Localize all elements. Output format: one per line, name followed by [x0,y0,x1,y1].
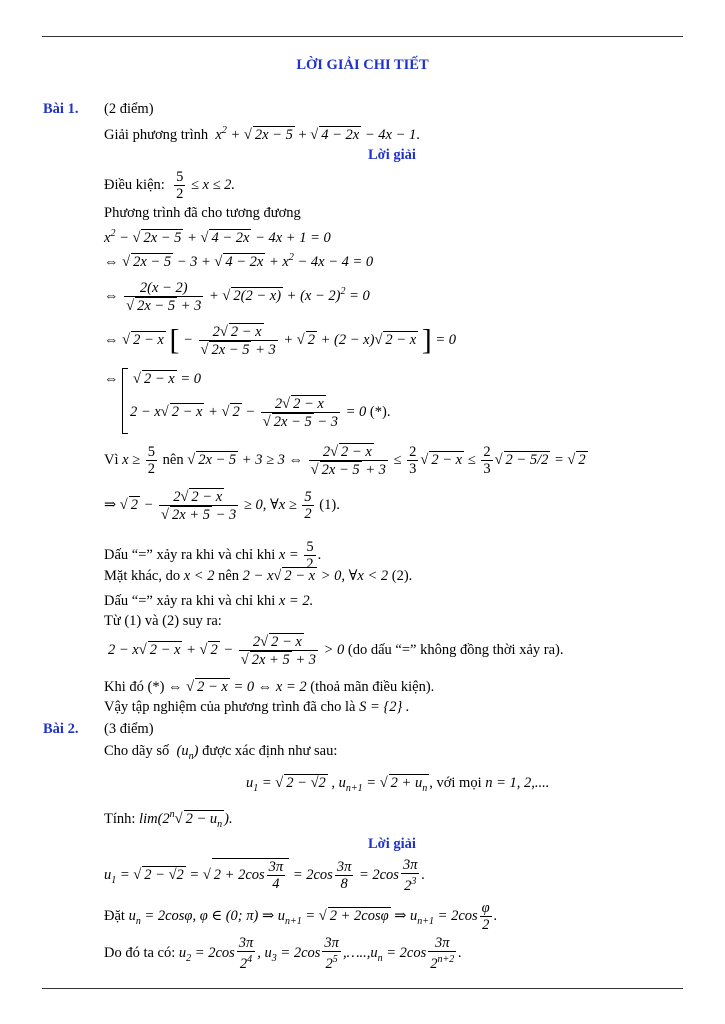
equality-case-1: Dấu “=” xảy ra khi và chỉ khi x = $\frac{5}{2}$ . [104,539,322,573]
top-rule [42,36,683,37]
u1-identity: $u_1$ = √ 2 − √ 2 = √ 2 + 2cos $\frac{3\pi}{4}$ = 2cos $\frac{3\pi}{8}$ = 2cos $\frac{3\pi}{2^3}$ . [104,856,425,900]
equality-case-2: Dấu “=” xảy ra khi và chỉ khi x = 2. [104,593,314,609]
solution-heading-1: Lời giải [368,147,416,163]
bottom-rule [42,988,683,989]
limit-question: Tính: lim(2$^n$√ $2 - u_n$ ). [104,806,233,833]
solution-heading-2: Lời giải [368,836,416,852]
equivalent-intro: Phương trình đã cho tương đương [104,205,301,221]
problem-2-label: Bài 2. [43,721,79,737]
then-line: Khi đó (*) ⇔ √ 2 − x = 0 ⇔ x = 2 (thoả mãn điều kiện). [104,678,434,696]
problem-1-points: (2 điểm) [104,101,154,117]
inequality-2: Mặt khác, do x < 2 nên 2 − x√ 2 − x > 0, ∀x < 2 (2). [104,567,412,585]
general-term: Do đó ta có: $u_2 = 2\cos$ $\frac{3\pi}{2^4}$ , $u_3 = 2\cos$ $\frac{3\pi}{2^5}$ $,\dots..,u_n = 2\cos$ $\frac{3\pi}{2^{n+2}}$ . [104,935,462,973]
substitution-line: Đặt $u_n = 2\cos\varphi$, φ ∈ (0; π) ⇒ $u_{n+1}$ = √ 2 + 2cosφ ⇒ $u_{n+1} = 2\cos$ $\frac{\varphi}{2}$ . [104,898,497,940]
problem-2-points: (3 điểm) [104,721,154,737]
inequality-1: ⇒ √ 2 − 2√ 2 − x √ 2x + 5 − 3 ≥ 0, ∀x ≥ $\frac{5}{2}$ (1). [104,486,340,524]
math-step-1: $x^2$ − √ 2x − 5 + √ 4 − 2x − 4x + 1 = 0 [104,225,331,247]
problem-1-statement: Giải phương trình $x^2$ + √ 2x − 5 + √ 4 − 2x − 4x − 1. [104,122,420,144]
since-line: Vì x ≥ $\frac{5}{2}$ nên √ 2x − 5 + 3 ≥ 3 ⇔ 2√ 2 − x √ 2x − 5 + 3 ≤ $\frac{2}{3}$ √ 2 − x ≤ $\frac{2}{3}$ √ 2 − 5/2 = √ 2 [104,440,588,480]
from-1-2: Từ (1) và (2) suy ra: [104,613,222,629]
math-step-5b: 2 − x√ 2 − x + √ 2 − 2√ 2 − x √ 2x − 5 − 3 = 0 (*). [130,394,390,430]
condition-line: Điều kiện: $\frac{5}{2}$ ≤ x ≤ 2. [104,169,236,203]
math-step-4: ⇔ √ 2 − x [ − 2√ 2 − x √ 2x − 5 + 3 + √ 2 + (2 − x)√ 2 − x ] = 0 [104,320,456,361]
math-step-5a: ⇔ √ 2 − x = 0 [104,370,201,388]
math-step-3: ⇔ 2(x − 2) √ 2x − 5 + 3 + √ $2(2 - x) + (x - 2)^2 = 0$ [104,274,370,314]
problem-1-label: Bài 1. [43,101,79,117]
combined-inequality: 2 − x√ 2 − x + √ 2 − 2√ 2 − x √ 2x + 5 + 3 > 0 (do dấu “=” không đồng thời xảy ra). [108,632,564,668]
sequence-definition: $u_1$ = √ 2 − √ 2 , $u_{n+1}$ = √ $2 + u_n$ , với mọi n = 1, 2,.... [246,774,549,798]
solution-set: Vậy tập nghiệm của phương trình đã cho là S = {2} . [104,699,410,715]
sequence-intro: Cho dãy số $(u_n)$ được xác định như sau: [104,743,338,762]
page-title: LỜI GIẢI CHI TIẾT [296,57,429,73]
math-step-2: ⇔ √ 2x − 5 − 3 + √ $4 - 2x + x^2 - 4x - 4 = 0$ [104,249,373,271]
